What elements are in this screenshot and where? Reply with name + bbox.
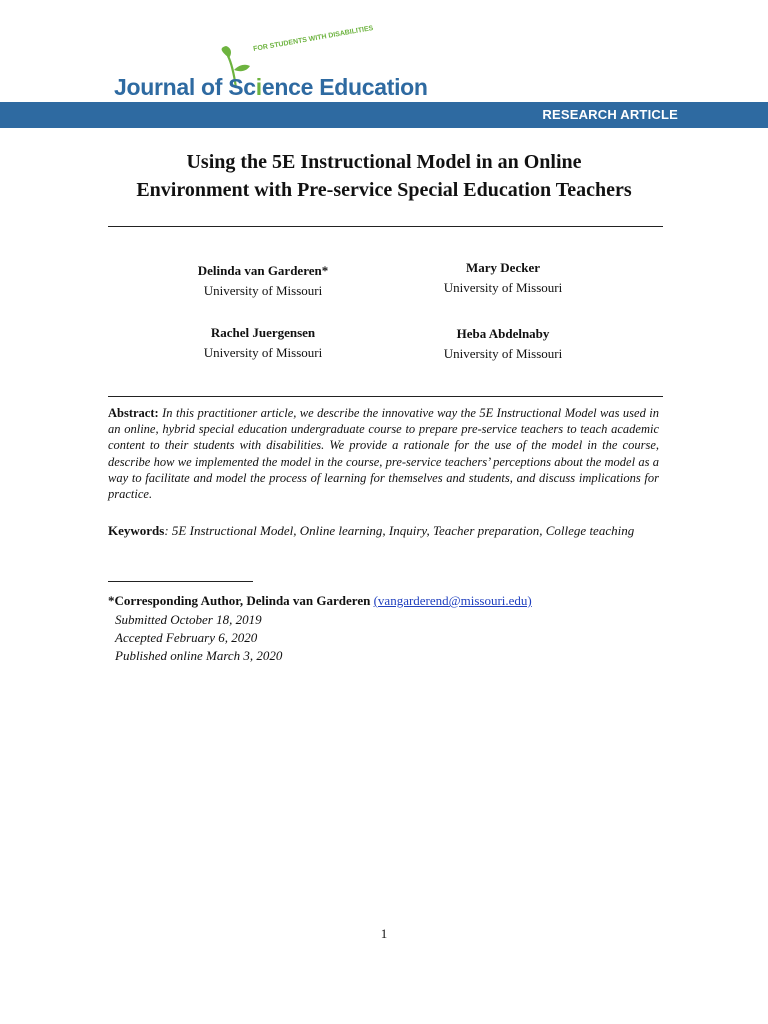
abstract-label: Abstract: xyxy=(108,406,159,420)
corresponding-author: *Corresponding Author, Delinda van Garderen (vangarderend@missouri.edu) xyxy=(108,593,532,608)
author-name: Heba Abdelnaby xyxy=(456,326,550,341)
keywords xyxy=(108,522,668,540)
author-block xyxy=(153,261,373,301)
journal-tagline: FOR STUDENTS WITH DISABILITIES xyxy=(252,24,374,53)
author-name: Delinda van Garderen* xyxy=(197,263,329,278)
publication-dates xyxy=(115,611,282,665)
author-name: Mary Decker xyxy=(466,260,540,275)
author-block xyxy=(393,324,613,364)
accepted-date: Accepted February 6, 2020 xyxy=(115,630,258,645)
abstract xyxy=(108,405,659,502)
journal-title: Journal of Science Education xyxy=(114,74,428,100)
keywords-text: : 5E Instructional Model, Online learning, Inquiry, Teacher preparation, College teaching xyxy=(164,523,635,538)
author-email-link[interactable]: (vangarderend@missouri.edu) xyxy=(373,593,532,608)
article-type-label: RESEARCH ARTICLE xyxy=(542,107,678,122)
authors-divider xyxy=(108,396,663,397)
article-title: Using the 5E Instructional Model in an Online Environment with Pre-service Special Education Teachers xyxy=(136,151,632,201)
published-date: Published online March 3, 2020 xyxy=(115,648,283,663)
footnote-divider xyxy=(108,581,253,582)
header-banner xyxy=(0,102,768,128)
author-affiliation: University of Missouri xyxy=(203,345,323,360)
author-affiliation: University of Missouri xyxy=(203,283,323,298)
author-name: Rachel Juergensen xyxy=(210,325,316,340)
page-number: 1 xyxy=(380,926,388,941)
author-block xyxy=(153,323,373,363)
keywords-label: Keywords xyxy=(108,523,165,538)
journal-masthead xyxy=(114,24,428,104)
title-divider xyxy=(108,226,663,227)
author-affiliation: University of Missouri xyxy=(443,280,563,295)
submitted-date: Submitted October 18, 2019 xyxy=(115,612,262,627)
author-block xyxy=(393,258,613,298)
abstract-text: In this practitioner article, we describe the innovative way the 5E Instructional Model was used in an online, hybrid special education undergraduate course to prepare pre-service teachers to teach academic content to their students with disabilities. We provide a rationale for the use of the model in the course, describe how we implemented the model in the course, pre-service teachers’ perceptions about the model as a way to facilitate and model the process of learning for themselves and students, and discuss implications for practice. xyxy=(108,406,660,502)
author-affiliation: University of Missouri xyxy=(443,346,563,361)
